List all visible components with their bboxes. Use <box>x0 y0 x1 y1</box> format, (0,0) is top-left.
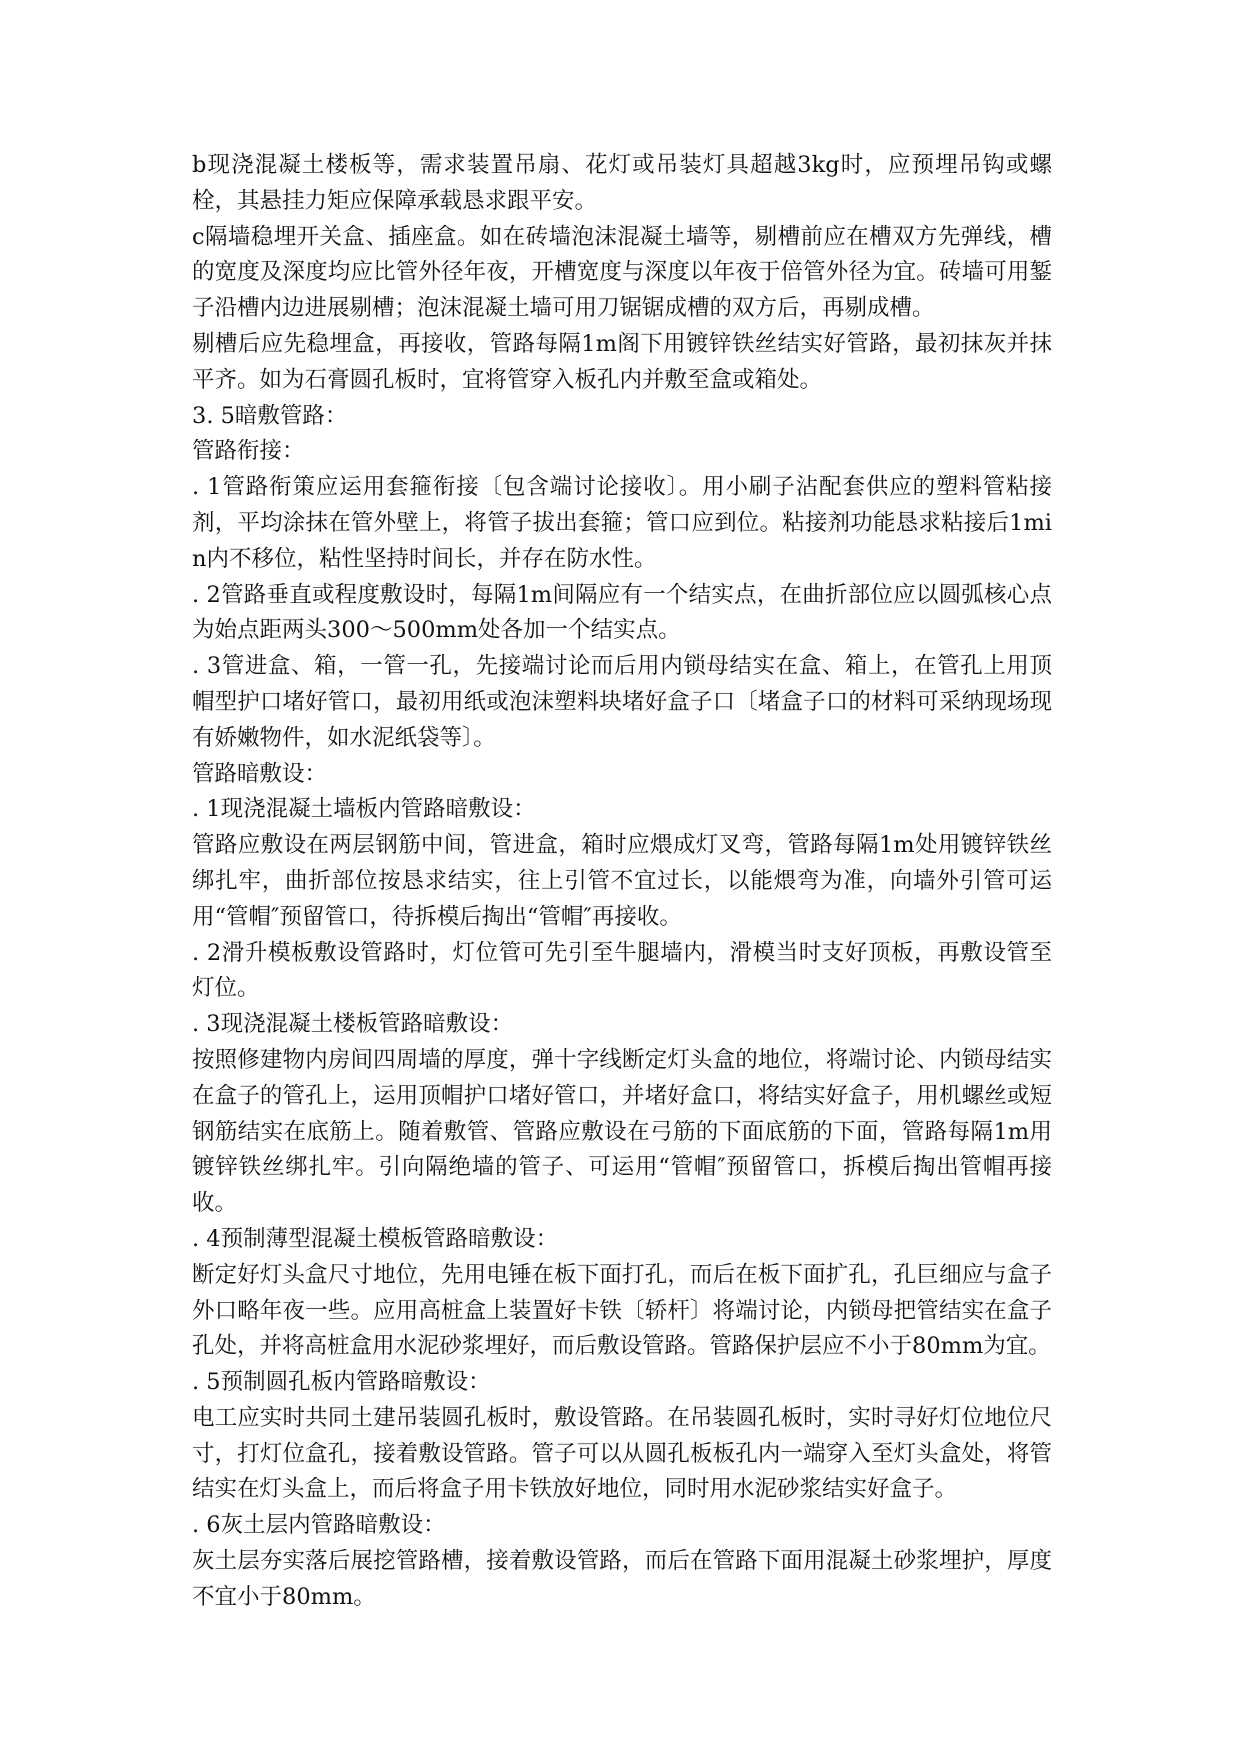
item-heading-1: . 1现浇混凝土墙板内管路暗敷设： <box>192 796 536 823</box>
section-heading-concealed-pipe: 3. 5暗敷管路： <box>192 402 348 429</box>
item-heading-3: . 3现浇混凝土楼板管路暗敷设： <box>192 1011 514 1038</box>
paragraph-connection-1: . 1管路衔策应运用套箍衔接〔包含端讨论接收〕。用小刷子沾配套供应的塑料管粘接剂，平均涂抹在管外壁上，将管子拔出套箍；管口应到位。粘接剂功能恳求粘接后1min内不移位，粘性坚持时间长，并存在防水性。 <box>192 474 1052 572</box>
paragraph-groove-embed: 剔槽后应先稳埋盒，再接收，管路每隔1m阁下用镀锌铁丝结实好管路，最初抹灰并抹平齐。如为石膏圆孔板时，宜将管穿入板孔内并敷至盒或箱处。 <box>192 330 1052 393</box>
subheading-pipe-connection: 管路衔接： <box>192 438 305 465</box>
paragraph-connection-2: . 2管路垂直或程度敷设时，每隔1m间隔应有一个结实点，在曲折部位应以圆弧核心点为始点距两头300～500mm处各加一个结实点。 <box>192 581 1052 644</box>
paragraph-partition-box: c隔墙稳埋开关盒、插座盒。如在砖墙泡沫混凝土墙等，剔槽前应在槽双方先弹线，槽的宽度及深度均应比管外径年夜，开槽宽度与深度以年夜于倍管外径为宜。砖墙可用錾子沿槽内边进展剔槽；泡沫混凝土墙可用刀锯锯成槽的双方后，再剔成槽。 <box>192 223 1052 322</box>
paragraph-slipform: . 2滑升模板敷设管路时，灯位管可先引至牛腿墙内，滑模当时支好顶板，再敷设管至灯位。 <box>192 939 1052 1002</box>
paragraph-ceiling-hook: b现浇混凝土楼板等，需求装置吊扇、花灯或吊装灯具超越3kg时，应预埋吊钩或螺栓，其悬挂力矩应保障承载恳求跟平安。 <box>192 152 1052 214</box>
paragraph-floor-slab: 按照修建物内房间四周墙的厚度，弹十字线断定灯头盒的地位，将端讨论、内锁母结实在盒子的管孔上，运用顶帽护口堵好管口，并堵好盒口，将结实好盒子，用机螺丝或短钢筋结实在底筋上。随着敷管、管路应敷设在弓筋的下面底筋的下面，管路每隔1m用镀锌铁丝绑扎牢。引向隔绝墙的管子、可运用“管帽″预留管口，拆模后掏出管帽再接收。 <box>192 1046 1052 1217</box>
paragraph-thin-formwork: 断定好灯头盒尺寸地位，先用电锤在板下面打孔，而后在板下面扩孔，孔巨细应与盒子外口略年夜一些。应用高桩盒上装置好卡铁〔轿杆〕将端讨论，内锁母把管结实在盒子孔处，并将高桩盒用水泥砂浆埋好，而后敷设管路。管路保护层应不小于80mm为宜。 <box>192 1261 1052 1360</box>
paragraph-lime-soil: 灰土层夯实落后展挖管路槽，接着敷设管路，而后在管路下面用混凝土砂浆埋护，厚度不宜小于80mm。 <box>192 1548 1052 1610</box>
item-heading-6: . 6灰土层内管路暗敷设： <box>192 1512 446 1539</box>
paragraph-connection-3: . 3管进盒、箱，一管一孔，先接端讨论而后用内锁母结实在盒、箱上，在管孔上用顶帽型护口堵好管口，最初用纸或泡沫塑料块堵好盒子口〔堵盒子口的材料可采纳现场现有娇嫩物件，如水泥纸袋等〕。 <box>192 653 1052 751</box>
paragraph-hollow-slab: 电工应实时共同土建吊装圆孔板时，敷设管路。在吊装圆孔板时，实时寻好灯位地位尺寸，打灯位盒孔，接着敷设管路。管子可以从圆孔板板孔内一端穿入至灯头盒处，将管结实在灯头盒上，而后将盒子用卡铁放好地位，同时用水泥砂浆结实好盒子。 <box>192 1404 1052 1503</box>
item-heading-4: . 4预制薄型混凝土模板管路暗敷设： <box>192 1225 559 1252</box>
paragraph-wall-panel: 管路应敷设在两层钢筋中间，管进盒，箱时应煨成灯叉弯，管路每隔1m处用镀锌铁丝绑扎牢，曲折部位按恳求结实，往上引管不宜过长，以能煨弯为准，向墙外引管可运用“管帽″预留管口，待拆模后掏出“管帽″再接收。 <box>192 832 1052 930</box>
item-heading-5: . 5预制圆孔板内管路暗敷设： <box>192 1369 491 1396</box>
subheading-concealed-laying: 管路暗敷设： <box>192 760 328 787</box>
document-body <box>192 148 1052 1616</box>
